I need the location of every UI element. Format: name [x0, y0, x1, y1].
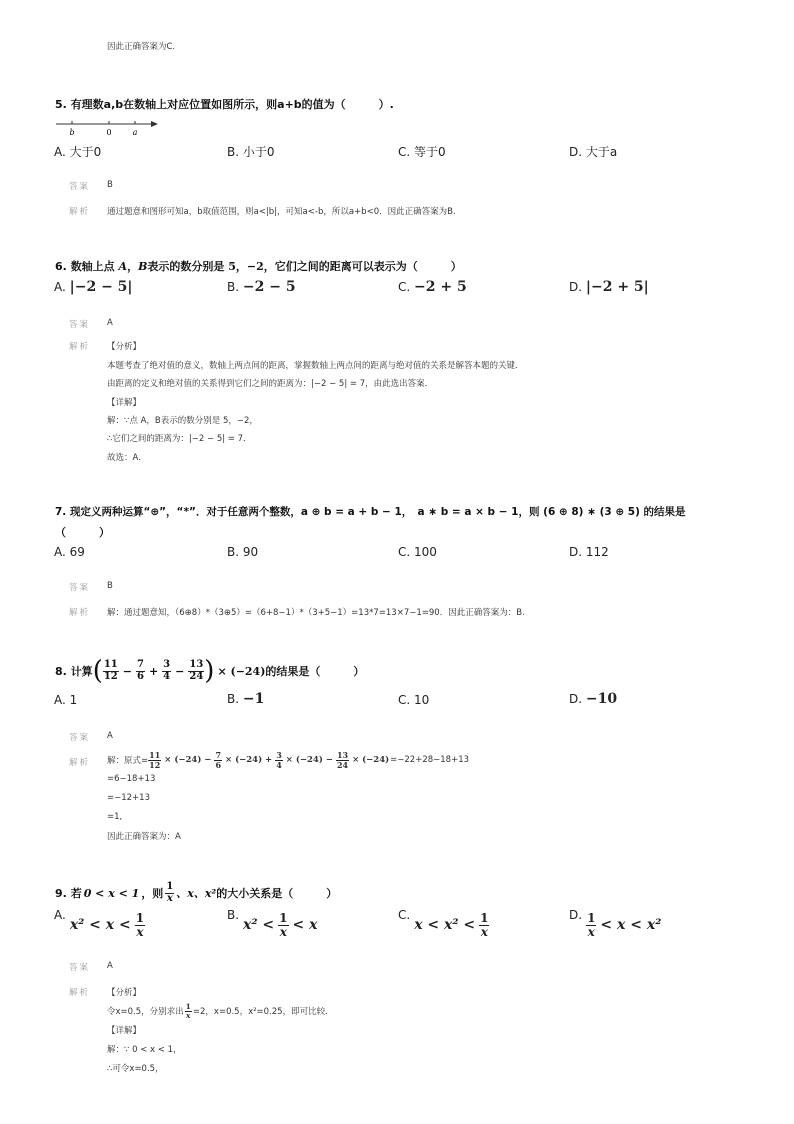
option-d: D. 112: [569, 545, 609, 559]
option-expr-right: < x < x²: [600, 917, 662, 933]
stem-values: 5，−2: [228, 260, 264, 273]
analysis-label: 解析: [69, 608, 91, 618]
answer-label: 答案: [69, 320, 91, 330]
fraction: $\frac{13}{24}$: [336, 750, 349, 770]
operator: −: [175, 664, 185, 678]
analysis-label: 解析: [69, 988, 91, 998]
stem-pre: 若: [70, 887, 82, 900]
stem-sep: ，: [127, 260, 139, 273]
question-7-line2: （ ）: [55, 526, 110, 539]
option-letter: A.: [54, 693, 66, 707]
line-pre: 令x=0.5，分别求出: [107, 1007, 184, 1017]
question-number: 6.: [55, 260, 67, 273]
option-c: C. 100: [398, 545, 437, 559]
question-stem: 现定义两种运算“⊕”，“*”．对于任意两个整数，a ⊕ b = a + b − 1， a ∗ b = a × b − 1，则 (6 ⊕ 8) ∗ (3 ⊕ 5) 的结果是: [69, 506, 686, 518]
analysis-text: 解：通过题意知，（6⊕8）*（3⊕5）=（6+8−1）*（3+5−1）=13*7=13×7−1=90．因此正确答案为：B.: [107, 608, 525, 618]
option-letter: B.: [227, 908, 240, 922]
left-paren: (: [92, 656, 103, 686]
question-5: [55, 96, 394, 112]
calc-term: × (−24) +: [225, 755, 273, 765]
analysis-line: ∴它们之间的距离为：|−2 − 5| = 7．: [107, 434, 252, 444]
analysis-line: [107, 1000, 334, 1022]
question-7: [55, 504, 686, 519]
fraction: $\frac{7}{6}$: [136, 659, 144, 682]
analysis-line: 【详解】: [107, 398, 142, 408]
question-8: [55, 652, 364, 690]
question-stem-pre: 数轴上点: [70, 260, 115, 273]
option-d: [569, 279, 649, 295]
option-expr: −2 + 5: [414, 279, 467, 295]
option-letter: B.: [227, 280, 240, 294]
option-c: [398, 908, 489, 942]
option-b: [227, 691, 264, 707]
analysis-line: 【详解】: [107, 1026, 142, 1036]
stem-post: 的大小关系是（ ）: [216, 887, 338, 900]
stem-mid: ，则: [141, 887, 164, 900]
number-line-figure: [54, 116, 164, 138]
option-letter: B.: [227, 692, 240, 706]
stem-post: 的结果是（ ）: [265, 665, 365, 678]
operator: +: [148, 664, 159, 678]
calc-post: =−22+28−18+13: [390, 755, 470, 765]
line-post: =2，x=0.5，x²=0.25，即可比较．: [192, 1007, 334, 1017]
option-b: [227, 279, 296, 295]
option-c: [398, 279, 467, 295]
question-stem: 有理数a,b在数轴上对应位置如图所示，则a+b的值为（ ）.: [70, 98, 394, 111]
option-b: B. 90: [227, 545, 259, 559]
fraction: $\frac{1}{x}$: [279, 910, 288, 939]
fraction: $\frac{1}{x}$: [135, 910, 145, 939]
analysis-label: 解析: [69, 758, 91, 768]
stem-mid2: 、x、x²: [176, 887, 217, 900]
option-b: B. 小于0: [227, 145, 275, 159]
option-letter: C.: [398, 908, 411, 922]
axis-label-b: b: [69, 128, 75, 137]
fraction: $\frac{7}{6}$: [215, 750, 222, 770]
option-c: [398, 693, 429, 707]
analysis-label: 解析: [69, 342, 91, 352]
analysis-line: 由距离的定义和绝对值的关系得到它们之间的距离为：|−2 − 5| = 7，由此选出答案．: [107, 379, 434, 389]
previous-answer-line: 因此正确答案为C.: [107, 42, 176, 52]
operator: −: [122, 664, 132, 678]
calc-pre: 解：原式=: [107, 756, 149, 766]
option-letter: D.: [569, 908, 583, 922]
analysis-line: 解：∵点 A，B表示的数分别是 5，−2，: [107, 416, 258, 426]
option-expr-left: x² < x <: [69, 917, 131, 933]
option-letter: A.: [54, 280, 66, 294]
question-number: 9.: [55, 886, 67, 900]
answer-label: 答案: [69, 733, 91, 743]
option-c: C. 等于0: [398, 145, 446, 159]
calc-line: =−12+13: [107, 793, 150, 803]
fraction: $\frac{1}{x}$: [185, 1001, 191, 1020]
question-number: 7.: [55, 506, 67, 518]
fraction: $\frac{11}{12}$: [149, 750, 161, 770]
fraction: $\frac{3}{4}$: [163, 659, 171, 682]
option-letter: C.: [398, 280, 411, 294]
option-expr: −2 − 5: [242, 279, 296, 295]
calc-term: × (−24) −: [285, 755, 333, 765]
analysis-line: 【分析】: [107, 988, 142, 998]
fraction: $\frac{3}{4}$: [276, 750, 282, 770]
option-expr: −10: [585, 691, 618, 707]
fraction: $\frac{1}{x}$: [166, 881, 174, 904]
calc-line: [107, 748, 469, 772]
calc-line: 因此正确答案为：A: [107, 832, 181, 842]
option-a: A. 69: [54, 545, 85, 559]
answer-label: 答案: [69, 583, 91, 593]
stem-mid: 表示的数分别是: [147, 260, 225, 273]
option-letter: A.: [54, 908, 66, 922]
calc-line: =1,: [107, 812, 123, 822]
answer-label: 答案: [69, 963, 91, 973]
question-stem-pre: 计算: [70, 665, 93, 678]
answer-value: A: [107, 318, 113, 328]
option-expr-right: < x: [292, 917, 318, 933]
question-9: [55, 878, 337, 908]
question-6: [55, 258, 462, 274]
calc-line: =6−18+13: [107, 774, 156, 784]
question-number: 8.: [55, 664, 67, 678]
option-expr: |−2 + 5|: [585, 279, 649, 295]
axis-label-zero: 0: [106, 128, 112, 137]
right-paren: ): [204, 656, 215, 686]
answer-value: B: [107, 581, 113, 591]
calc-term: × (−24): [352, 755, 390, 765]
option-d: [569, 908, 661, 942]
calc-term: × (−24) −: [164, 755, 212, 765]
option-letter: C.: [398, 693, 411, 707]
answer-value: A: [107, 961, 113, 971]
analysis-line: 本题考查了绝对值的意义，数轴上两点间的距离，掌握数轴上两点间的距离与绝对值的关系是解答本题的关键．: [107, 361, 524, 371]
analysis-line: ∴可令x=0.5，: [107, 1064, 164, 1074]
option-expr-left: x < x² <: [414, 917, 476, 933]
analysis-line: 故选：A．: [107, 453, 147, 463]
option-expr: −1: [242, 691, 265, 707]
fraction: $\frac{11}{12}$: [103, 659, 118, 682]
point-a: A: [118, 260, 128, 273]
option-a: [54, 279, 133, 295]
answer-value: A: [107, 731, 113, 741]
answer-value: B: [107, 180, 113, 190]
option-a: [54, 693, 77, 707]
axis-label-a: a: [132, 128, 138, 137]
option-letter: D.: [569, 280, 583, 294]
stem-post: ，它们之间的距离可以表示为（ ）: [263, 260, 462, 273]
option-b: [227, 908, 317, 942]
option-letter: D.: [569, 692, 583, 706]
option-expr: 10: [414, 693, 430, 707]
analysis-line: 【分析】: [107, 342, 142, 352]
answer-label: 答案: [69, 182, 91, 192]
question-number: 5.: [55, 98, 67, 111]
option-expr: |−2 − 5|: [69, 279, 133, 295]
fraction: $\frac{13}{24}$: [189, 659, 204, 682]
analysis-line: 解：∵ 0 < x < 1，: [107, 1045, 182, 1055]
option-d: [569, 691, 617, 707]
analysis-text: 通过题意和图形可知a，b取值范围，则a<|b|，可知a<-b，所以a+b<0．因此正确答案为B.: [107, 207, 456, 217]
option-expr: 1: [69, 693, 78, 707]
option-a: [54, 908, 145, 942]
point-b: B: [138, 260, 148, 273]
option-a: A. 大于0: [54, 145, 102, 159]
fraction: $\frac{1}{x}$: [480, 910, 489, 939]
stem-math: × (−24): [217, 664, 266, 678]
option-d: D. 大于a: [569, 145, 618, 159]
analysis-label: 解析: [69, 207, 91, 217]
fraction: $\frac{1}{x}$: [587, 910, 596, 939]
option-expr-left: x² <: [243, 917, 275, 933]
stem-condition: 0 < x < 1: [83, 886, 140, 900]
